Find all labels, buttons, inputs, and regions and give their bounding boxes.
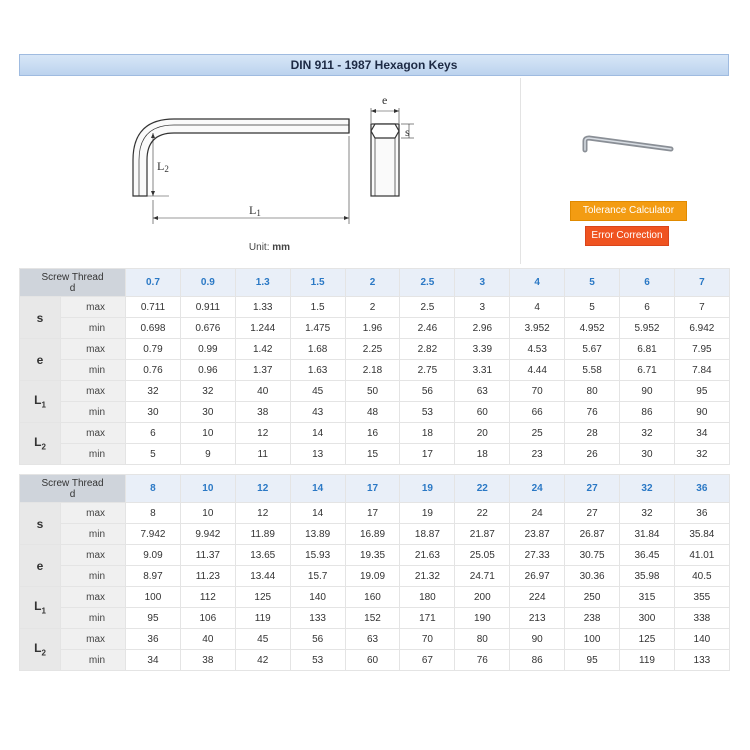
- value-cell: 32: [126, 381, 181, 402]
- value-cell: 23.87: [510, 524, 565, 545]
- hex-key-drawing: [19, 78, 520, 264]
- value-cell: 32: [620, 423, 675, 444]
- value-cell: 0.96: [180, 360, 235, 381]
- max-label: max: [61, 423, 126, 444]
- value-cell: 5.952: [620, 318, 675, 339]
- value-cell: 3: [455, 297, 510, 318]
- value-cell: 13.65: [235, 545, 290, 566]
- value-cell: 5: [565, 297, 620, 318]
- value-cell: 90: [510, 629, 565, 650]
- max-label: max: [61, 297, 126, 318]
- value-cell: 11.89: [235, 524, 290, 545]
- tolerance-calculator-button[interactable]: Tolerance Calculator: [570, 201, 687, 221]
- value-cell: 2.96: [455, 318, 510, 339]
- value-cell: 2.46: [400, 318, 455, 339]
- value-cell: 10: [180, 503, 235, 524]
- table-row: [20, 402, 730, 423]
- value-cell: 3.952: [510, 318, 565, 339]
- value-cell: 30: [126, 402, 181, 423]
- size-cell: 4: [510, 269, 565, 297]
- value-cell: 5: [126, 444, 181, 465]
- value-cell: 0.711: [126, 297, 181, 318]
- value-cell: 18.87: [400, 524, 455, 545]
- value-cell: 70: [400, 629, 455, 650]
- table-row: [20, 608, 730, 629]
- value-cell: 119: [235, 608, 290, 629]
- spec-table-large: [19, 474, 730, 671]
- value-cell: 35.84: [674, 524, 729, 545]
- value-cell: 18: [455, 444, 510, 465]
- min-label: min: [61, 402, 126, 423]
- size-cell: 5: [565, 269, 620, 297]
- value-cell: 63: [345, 629, 400, 650]
- size-cell: 3: [455, 269, 510, 297]
- min-label: min: [61, 318, 126, 339]
- value-cell: 11.23: [180, 566, 235, 587]
- table-row: [20, 650, 730, 671]
- value-cell: 12: [235, 503, 290, 524]
- min-label: min: [61, 650, 126, 671]
- param-l1-label: $L_1$: [20, 381, 61, 423]
- value-cell: 21.87: [455, 524, 510, 545]
- value-cell: 15.7: [290, 566, 345, 587]
- max-label: max: [61, 503, 126, 524]
- value-cell: 90: [620, 381, 675, 402]
- value-cell: 1.244: [235, 318, 290, 339]
- value-cell: 30: [620, 444, 675, 465]
- value-cell: 17: [345, 503, 400, 524]
- value-cell: 1.63: [290, 360, 345, 381]
- value-cell: 36: [674, 503, 729, 524]
- value-cell: 7.942: [126, 524, 181, 545]
- min-label: min: [61, 444, 126, 465]
- value-cell: 40: [180, 629, 235, 650]
- size-cell: 0.7: [126, 269, 181, 297]
- value-cell: 190: [455, 608, 510, 629]
- table-row: [20, 360, 730, 381]
- value-cell: 32: [180, 381, 235, 402]
- value-cell: 53: [400, 402, 455, 423]
- value-cell: 2.5: [400, 297, 455, 318]
- size-cell: 22: [455, 475, 510, 503]
- value-cell: 25: [510, 423, 565, 444]
- value-cell: 1.33: [235, 297, 290, 318]
- value-cell: 53: [290, 650, 345, 671]
- value-cell: 31.84: [620, 524, 675, 545]
- max-label: max: [61, 587, 126, 608]
- value-cell: 3.31: [455, 360, 510, 381]
- value-cell: 50: [345, 381, 400, 402]
- value-cell: 80: [455, 629, 510, 650]
- value-cell: 6: [126, 423, 181, 444]
- value-cell: 7: [674, 297, 729, 318]
- value-cell: 36.45: [620, 545, 675, 566]
- value-cell: 338: [674, 608, 729, 629]
- value-cell: 12: [235, 423, 290, 444]
- dim-l2-label: L2: [157, 159, 169, 174]
- value-cell: 106: [180, 608, 235, 629]
- table-row: [20, 587, 730, 608]
- value-cell: 32: [674, 444, 729, 465]
- value-cell: 48: [345, 402, 400, 423]
- value-cell: 1.96: [345, 318, 400, 339]
- value-cell: 1.42: [235, 339, 290, 360]
- value-cell: 133: [674, 650, 729, 671]
- unit-label: Unit: mm: [248, 242, 291, 253]
- value-cell: 38: [235, 402, 290, 423]
- hex-key-photo: [528, 78, 729, 188]
- min-label: min: [61, 608, 126, 629]
- value-cell: 24.71: [455, 566, 510, 587]
- value-cell: 0.76: [126, 360, 181, 381]
- value-cell: 30.75: [565, 545, 620, 566]
- value-cell: 238: [565, 608, 620, 629]
- value-cell: 80: [565, 381, 620, 402]
- table-row: [20, 423, 730, 444]
- value-cell: 16: [345, 423, 400, 444]
- value-cell: 0.676: [180, 318, 235, 339]
- value-cell: 26: [565, 444, 620, 465]
- param-e-label: e: [20, 545, 61, 587]
- value-cell: 67: [400, 650, 455, 671]
- param-s-label: s: [20, 503, 61, 545]
- value-cell: 13: [290, 444, 345, 465]
- value-cell: 38: [180, 650, 235, 671]
- value-cell: 171: [400, 608, 455, 629]
- table-row: [20, 545, 730, 566]
- value-cell: 56: [290, 629, 345, 650]
- size-cell: 6: [620, 269, 675, 297]
- value-cell: 45: [290, 381, 345, 402]
- value-cell: 213: [510, 608, 565, 629]
- dim-s-label: s: [405, 125, 410, 139]
- table-row: [20, 381, 730, 402]
- value-cell: 180: [400, 587, 455, 608]
- value-cell: 76: [565, 402, 620, 423]
- size-cell: 36: [674, 475, 729, 503]
- size-cell: 2.5: [400, 269, 455, 297]
- spec-table-small: [19, 268, 730, 465]
- value-cell: 70: [510, 381, 565, 402]
- size-cell: 12: [235, 475, 290, 503]
- value-cell: 35.98: [620, 566, 675, 587]
- value-cell: 86: [510, 650, 565, 671]
- value-cell: 3.39: [455, 339, 510, 360]
- value-cell: 4.952: [565, 318, 620, 339]
- value-cell: 6.81: [620, 339, 675, 360]
- dim-e-label: e: [382, 93, 388, 107]
- value-cell: 112: [180, 587, 235, 608]
- value-cell: 13.89: [290, 524, 345, 545]
- max-label: max: [61, 545, 126, 566]
- min-label: min: [61, 360, 126, 381]
- param-l2-label: $L_2$: [20, 629, 61, 671]
- value-cell: 300: [620, 608, 675, 629]
- value-cell: 2: [345, 297, 400, 318]
- value-cell: 125: [235, 587, 290, 608]
- value-cell: 4.53: [510, 339, 565, 360]
- param-l2-label: $L_2$: [20, 423, 61, 465]
- value-cell: 0.79: [126, 339, 181, 360]
- value-cell: 40: [235, 381, 290, 402]
- value-cell: 27.33: [510, 545, 565, 566]
- min-label: min: [61, 566, 126, 587]
- value-cell: 4.44: [510, 360, 565, 381]
- value-cell: 355: [674, 587, 729, 608]
- value-cell: 34: [126, 650, 181, 671]
- value-cell: 60: [345, 650, 400, 671]
- value-cell: 160: [345, 587, 400, 608]
- value-cell: 13.44: [235, 566, 290, 587]
- table-row: [20, 503, 730, 524]
- value-cell: 11: [235, 444, 290, 465]
- error-correction-button[interactable]: Error Correction: [585, 226, 669, 246]
- value-cell: 27: [565, 503, 620, 524]
- max-label: max: [61, 339, 126, 360]
- size-cell: 0.9: [180, 269, 235, 297]
- value-cell: 1.475: [290, 318, 345, 339]
- value-cell: 0.698: [126, 318, 181, 339]
- value-cell: 19.35: [345, 545, 400, 566]
- value-cell: 42: [235, 650, 290, 671]
- value-cell: 26.97: [510, 566, 565, 587]
- value-cell: 200: [455, 587, 510, 608]
- value-cell: 100: [565, 629, 620, 650]
- table-row: [20, 444, 730, 465]
- value-cell: 2.18: [345, 360, 400, 381]
- value-cell: 5.58: [565, 360, 620, 381]
- value-cell: 18: [400, 423, 455, 444]
- table-row: [20, 524, 730, 545]
- value-cell: 11.37: [180, 545, 235, 566]
- value-cell: 2.75: [400, 360, 455, 381]
- value-cell: 7.84: [674, 360, 729, 381]
- value-cell: 66: [510, 402, 565, 423]
- value-cell: 95: [674, 381, 729, 402]
- value-cell: 26.87: [565, 524, 620, 545]
- value-cell: 6: [620, 297, 675, 318]
- value-cell: 2.82: [400, 339, 455, 360]
- param-s-label: s: [20, 297, 61, 339]
- value-cell: 1.68: [290, 339, 345, 360]
- max-label: max: [61, 629, 126, 650]
- value-cell: 19.09: [345, 566, 400, 587]
- value-cell: 30: [180, 402, 235, 423]
- value-cell: 17: [400, 444, 455, 465]
- value-cell: 9.942: [180, 524, 235, 545]
- value-cell: 2.25: [345, 339, 400, 360]
- value-cell: 1.37: [235, 360, 290, 381]
- value-cell: 140: [290, 587, 345, 608]
- value-cell: 40.5: [674, 566, 729, 587]
- technical-drawing-panel: [19, 78, 521, 264]
- value-cell: 0.911: [180, 297, 235, 318]
- value-cell: 9.09: [126, 545, 181, 566]
- size-cell: 10: [180, 475, 235, 503]
- size-cell: 24: [510, 475, 565, 503]
- value-cell: 10: [180, 423, 235, 444]
- value-cell: 152: [345, 608, 400, 629]
- value-cell: 4: [510, 297, 565, 318]
- size-cell: 17: [345, 475, 400, 503]
- table-row: [20, 297, 730, 318]
- size-cell: 19: [400, 475, 455, 503]
- value-cell: 43: [290, 402, 345, 423]
- value-cell: 21.63: [400, 545, 455, 566]
- size-cell: 32: [620, 475, 675, 503]
- value-cell: 34: [674, 423, 729, 444]
- value-cell: 60: [455, 402, 510, 423]
- value-cell: 19: [400, 503, 455, 524]
- size-cell: 1.3: [235, 269, 290, 297]
- dim-l1-label: L1: [249, 203, 261, 218]
- value-cell: 5.67: [565, 339, 620, 360]
- value-cell: 15: [345, 444, 400, 465]
- value-cell: 21.32: [400, 566, 455, 587]
- max-label: max: [61, 381, 126, 402]
- value-cell: 8: [126, 503, 181, 524]
- size-cell: 14: [290, 475, 345, 503]
- table-header-row: [20, 269, 730, 297]
- value-cell: 100: [126, 587, 181, 608]
- screw-thread-header: Screw Thread d: [20, 269, 126, 297]
- value-cell: 24: [510, 503, 565, 524]
- value-cell: 224: [510, 587, 565, 608]
- product-side-panel: [528, 78, 729, 264]
- value-cell: 95: [565, 650, 620, 671]
- param-l1-label: $L_1$: [20, 587, 61, 629]
- table-row: [20, 339, 730, 360]
- size-cell: 1.5: [290, 269, 345, 297]
- value-cell: 315: [620, 587, 675, 608]
- value-cell: 133: [290, 608, 345, 629]
- table-row: [20, 566, 730, 587]
- value-cell: 23: [510, 444, 565, 465]
- value-cell: 25.05: [455, 545, 510, 566]
- table-header-row: [20, 475, 730, 503]
- value-cell: 14: [290, 503, 345, 524]
- screw-thread-header: Screw Thread d: [20, 475, 126, 503]
- value-cell: 76: [455, 650, 510, 671]
- value-cell: 15.93: [290, 545, 345, 566]
- param-e-label: e: [20, 339, 61, 381]
- page-title: DIN 911 - 1987 Hexagon Keys: [19, 54, 729, 76]
- value-cell: 6.71: [620, 360, 675, 381]
- size-cell: 8: [126, 475, 181, 503]
- value-cell: 1.5: [290, 297, 345, 318]
- value-cell: 63: [455, 381, 510, 402]
- value-cell: 32: [620, 503, 675, 524]
- value-cell: 20: [455, 423, 510, 444]
- value-cell: 28: [565, 423, 620, 444]
- value-cell: 7.95: [674, 339, 729, 360]
- value-cell: 56: [400, 381, 455, 402]
- min-label: min: [61, 524, 126, 545]
- value-cell: 140: [674, 629, 729, 650]
- size-cell: 27: [565, 475, 620, 503]
- value-cell: 125: [620, 629, 675, 650]
- value-cell: 30.36: [565, 566, 620, 587]
- size-cell: 7: [674, 269, 729, 297]
- value-cell: 14: [290, 423, 345, 444]
- size-cell: 2: [345, 269, 400, 297]
- value-cell: 36: [126, 629, 181, 650]
- value-cell: 8.97: [126, 566, 181, 587]
- table-row: [20, 318, 730, 339]
- value-cell: 0.99: [180, 339, 235, 360]
- value-cell: 250: [565, 587, 620, 608]
- value-cell: 6.942: [674, 318, 729, 339]
- value-cell: 9: [180, 444, 235, 465]
- value-cell: 119: [620, 650, 675, 671]
- value-cell: 41.01: [674, 545, 729, 566]
- value-cell: 22: [455, 503, 510, 524]
- value-cell: 95: [126, 608, 181, 629]
- value-cell: 86: [620, 402, 675, 423]
- value-cell: 45: [235, 629, 290, 650]
- value-cell: 16.89: [345, 524, 400, 545]
- value-cell: 90: [674, 402, 729, 423]
- table-row: [20, 629, 730, 650]
